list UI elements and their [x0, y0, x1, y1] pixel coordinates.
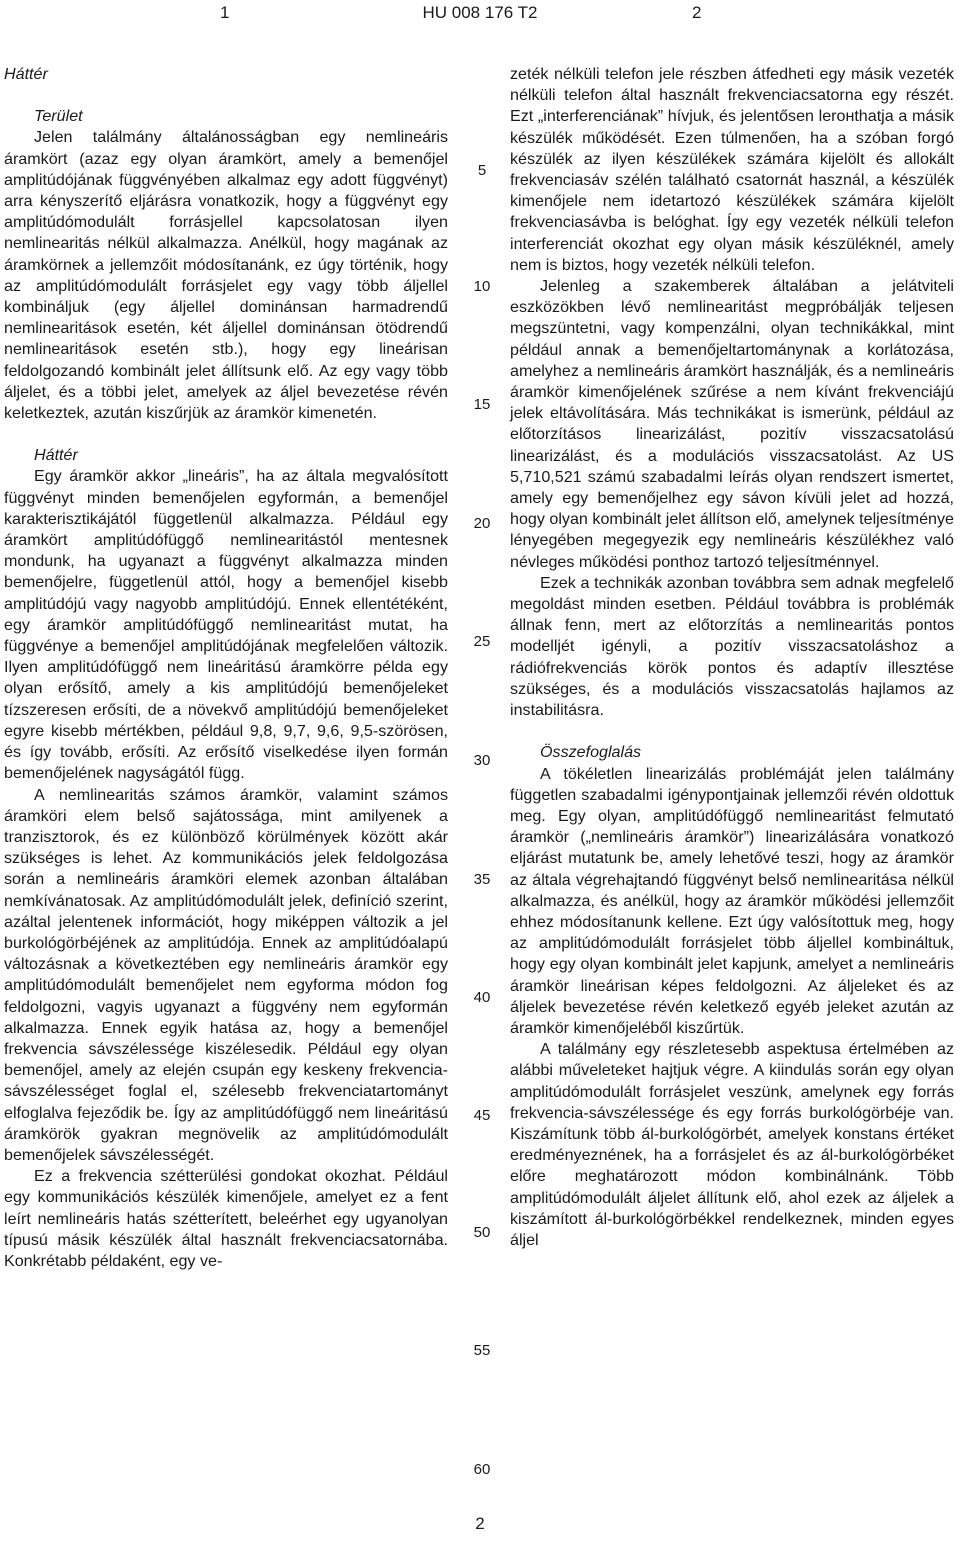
- line-number: 35: [473, 871, 491, 888]
- paragraph: Jelen találmány általánosságban egy nemlineáris áramkört (azaz egy olyan áramkört, amely a bemenőjel amplitúdójának függvényében alkalmaz egy adott függvényt) arra kényszerítő eljárásra vonatkozik, hogy a függvényt egy amplitúdómodulált forrásjellel kapcsolatosan ilyen nemlinearitás nélkül alkalmazza. Anélkül, hogy magának az áramkörnek a jellemzőit módosítanánk, ez úgy történik, hogy az amplitúdómodulált forrásjelet egy vagy több áljellel kombináljuk (egy áljellel dominánsan harmadrendű nemlinearitások esetén, két áljellel dominánsan ötödrendű nemlinearitások esetén stb.), hogy egy lineárisan feldolgozandó kombinált jelet állítsunk elő. Az egy vagy több áljelet, és a többi jelet, amelyek az áljel bevezetése révén keletkeztek, azután kiszűrjük az áramkör kimenetén.: [4, 128, 448, 423]
- paragraph: A nemlinearitás számos áramkör, valamint számos áramköri elem belső sajátossága, mint amilyenek a tranzisztorok, és ez különböző körülmények között akár szükséges is lehet. Az kommunikációs jelek feldolgozása során a nemlineáris áramköri elemek azonban általában nemkívánatosak. Az amplitúdómodulált jelek, definíció szerint, azáltal jelentenek információt, hogy miképpen változik a jel burkológörbéjének az amplitúdója. Ennek az amplitúdóalapú változásnak a következtében egy nemlineáris áramkör egy amplitúdómodulált bemenőjelet nem egyforma módon fog feldolgozni, vagyis ugyanazt a függvény nem egyformán alkalmazza. Ennek egyik hatása az, hogy a bemenőjel frekvencia sávszélessége kiszélesedik. Például egy olyan bemenőjel, amely az elején csupán egy keskeny frekvencia-sávszélességet foglal el, szélesebb frekvenciatartományt elfoglalva fejeződik be. Így az amplitúdófüggő nem lineáritású áramkörök gyakran megnövelik az amplitúdómodulált bemenőjelek sávszélességét.: [4, 785, 448, 1164]
- paragraph: Jelenleg a szakemberek általában a jelátviteli eszközökben lévő nemlinearitást megpróbálják teljesen megszüntetni, vagy kompenzálni, olyan technikákkal, mint például annak a bemenőjeltartománynak a korlátozása, amelyhez a nemlineáris áramkört használják, és a nemlineáris áramkör kimenőjelének szűrése a nem kívánt frekvenciájú jelek eltávolítására. Más technikákat is ismerünk, például az előtorzításos linearizálást, pozitív visszacsatolású linearizálást, és a modulációs visszacsatolást. Az US 5,710,521 számú szabadalmi leírás olyan rendszert ismertet, amely egy bemenőjelhez egy sávon kívüli jelet ad hozzá, hogy olyan kombinált jelet állítson elő, amelynek teljesítménye lényegében megegyezik egy nemlineáris készülékhez való névleges működési ponthoz tartozó teljesítménnyel.: [510, 277, 954, 571]
- line-number: 20: [473, 515, 491, 532]
- line-number: 5: [477, 162, 487, 179]
- line-number: 40: [473, 989, 491, 1006]
- footer-page-number: 2: [475, 1514, 485, 1533]
- right-page-number: 2: [692, 3, 702, 22]
- left-page-number: 1: [220, 3, 230, 22]
- line-number: 10: [473, 278, 491, 295]
- patent-number: HU 008 176 T2: [422, 3, 538, 22]
- paragraph: Ezek a technikák azonban továbbra sem adnak megfelelő megoldást minden esetben. Például továbbra is problémák állnak fenn, mert az előtorzítás a nemlinearitás pontos modelljét igényli, a pozitív visszacsatoláshoz a rádiófrekvenciás körök pontos és adaptív illesztése szükséges, és a modulációs visszacsatolás hajlamos az instabilitásra.: [510, 573, 954, 720]
- left-column: [4, 64, 448, 1272]
- paragraph: zeték nélküli telefon jele részben átfedheti egy másik vezeték nélküli telefon által használt frekvenciacsatorna egy részét. Ezt „interferenciának” hívjuk, és jelentősen lerонthatja a másik készülék működését. Ezen túlmenően, ha a szóban forgó készülék az ilyen készülékek számára kijelölt és allokált frekvenciasáv szélén található csatornát használ, a készülék kimenőjele nem idetartozó készülékek számára kijelölt frekvenciasávba is belóghat. Így egy vezeték nélküli telefon interferenciát okozhat egy olyan másik készüléknél, amely nem is biztos, hogy vezeték nélküli telefon.: [510, 65, 954, 274]
- subsection-heading-field: Terület: [34, 107, 83, 126]
- line-number: 55: [473, 1342, 491, 1359]
- section-heading-background: Háttér: [4, 65, 48, 83]
- line-number: 45: [473, 1107, 491, 1124]
- paragraph: A találmány egy részletesebb aspektusa értelmében az alábbi műveleteket hajtjuk végre. A kiindulás során egy olyan amplitúdómodulált forrásjelet veszünk, amelynek egy forrás frekvencia-sávszélessége és egy forrás burkológörbéje van. Kiszámítunk több ál-burkológörbét, amelyek konstans értéket eredményeznének, ha a forrásjelet és az ál-burkológörbéket előre meghatározott módon kombinálnánk. Több amplitúdómodulált áljelet állítunk elő, ahol ezek az áljelek a kiszámított ál-burkológörbékkel rendelkeznek, minden egyes áljel: [510, 1040, 954, 1249]
- subsection-heading-background: Háttér: [34, 446, 78, 465]
- section-heading-summary: Összefoglalás: [540, 743, 642, 762]
- right-column: [510, 64, 954, 1251]
- line-number: 50: [473, 1224, 491, 1241]
- line-number: 15: [473, 396, 491, 413]
- paragraph: Ez a frekvencia szétterülési gondokat okozhat. Például egy kommunikációs készülék kimenőjele, amelyet ez a fent leírt nemlineáris hatás szétterített, beleérhet egy ugyanolyan típusú másik készülék által használt frekvenciacsatornába. Konkrétabb példaként, egy ve-: [4, 1167, 448, 1270]
- line-number: 25: [473, 633, 491, 650]
- paragraph: A tökéletlen linearizálás problémáját jelen találmány független szabadalmi igénypontjainak jellemzői révén oldottuk meg. Egy olyan, amplitúdófüggő nemlinearitást felmutató áramkör („nemlineáris áramkör”) linearizálására vonatkozó eljárást mutatunk be, amely lehetővé teszi, hogy az áramkör az általa végrehajtandó függvényt belső nemlinearitása nélkül alkalmazza, és anélkül, hogy az áramkör működési jellemzőit ehhez módosítanunk kellene. Ezt úgy valósítottuk meg, hogy az amplitúdómodulált forrásjelet több áljellel kombináltuk, hogy egy olyan kombinált jelet kapjunk, amelyet a nemlineáris áramkör lineárisan képes feldolgozni. Az áljeleket és az áljelek bevezetése révén keletkező egyéb jeleket azután az áramkör kimenőjeléből kiszűrtük.: [510, 764, 954, 1037]
- paragraph: Egy áramkör akkor „lineáris”, ha az általa megvalósított függvényt minden bemenőjelen egyformán, a bemenőjel karakterisztikájától függetlenül alkalmazza. Például egy áramkört amplitúdófüggő nemlinearitástól mentesnek mondunk, ha ugyanazt a függvényt alkalmazza minden bemenőjelre, függetlenül attól, hogy a bemenőjel kisebb amplitúdójú vagy nagyobb amplitúdójú. Ennek ellentétéként, egy áramkör amplitúdófüggő nemlinearitást mutat, ha függvénye a bemenőjel amplitúdójának megfelelően változik. Ilyen amplitúdófüggő nem lineáritású áramkörre példa egy olyan erősítő, amely a kis amplitúdójú bemenőjeleket tízszeresen erősíti, de a növekvő amplitúdójú bemenőjeleket egyre kisebb mértékben, például 9,8, 9,7, 9,6, 9,5-szörösen, és így tovább, erősíti. Az erősítő viselkedése ilyen formán bemenőjelének nagyságától függ.: [4, 467, 448, 783]
- line-number: 60: [473, 1461, 491, 1478]
- line-number: 30: [473, 752, 491, 769]
